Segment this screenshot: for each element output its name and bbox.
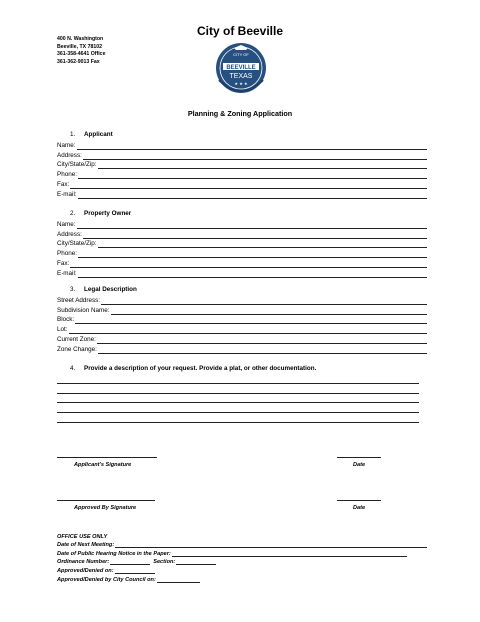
date-label: Date	[352, 462, 366, 468]
field-label: Address:	[57, 151, 82, 159]
ordinance-field[interactable]	[57, 557, 427, 566]
field-line[interactable]	[78, 250, 427, 258]
section-number: 3.	[70, 286, 76, 293]
field-label: Ordinance Number:	[57, 559, 110, 566]
field-label: City/State/Zip:	[57, 240, 97, 248]
field-line[interactable]	[83, 231, 427, 239]
section-title: Provide a description of your request. Provide a plat, or other documentation.	[84, 365, 317, 372]
field-line[interactable]	[78, 171, 427, 179]
description-line[interactable]	[57, 413, 419, 423]
svg-text:CITY OF: CITY OF	[233, 52, 249, 57]
section-number: 2.	[70, 210, 76, 217]
field-line[interactable]	[98, 240, 427, 248]
applicant-address-field[interactable]	[57, 150, 427, 160]
field-line[interactable]	[75, 316, 427, 324]
field-label: Fax:	[57, 180, 70, 188]
section-line[interactable]	[176, 558, 216, 565]
field-line[interactable]	[98, 346, 427, 354]
form-title: Planning & Zoning Application	[187, 109, 293, 118]
description-line[interactable]	[57, 374, 419, 384]
date-line[interactable]	[337, 457, 381, 458]
field-label: Name:	[57, 220, 76, 228]
field-label: Lot:	[57, 326, 68, 334]
field-label: Name:	[57, 141, 76, 149]
city-address-block	[57, 36, 105, 66]
applicant-date-block[interactable]	[337, 457, 381, 468]
applicant-fax-field[interactable]	[57, 179, 427, 189]
applicant-name-field[interactable]	[57, 140, 427, 150]
description-line[interactable]	[57, 403, 419, 413]
field-label: Address:	[57, 230, 82, 238]
field-line[interactable]	[70, 181, 427, 189]
field-label: E-mail:	[57, 190, 77, 198]
field-label: City/State/Zip:	[57, 161, 97, 169]
field-label: Street Address:	[57, 296, 101, 304]
field-label: Date of Public Hearing Notice in the Paper:	[57, 550, 171, 557]
field-label: Approved/Denied on:	[57, 567, 114, 574]
field-label: Approved/Denied by City Council on:	[57, 576, 156, 583]
section-title: Property Owner	[84, 210, 132, 217]
subdivision-name-field[interactable]	[57, 305, 427, 315]
address-city: Beeville, TX 78102	[57, 43, 102, 50]
section-heading	[57, 285, 427, 295]
approved-signature-label: Approved By Signature	[74, 505, 137, 511]
hearing-notice-field[interactable]	[57, 548, 427, 557]
owner-email-field[interactable]	[57, 268, 427, 278]
owner-phone-field[interactable]	[57, 248, 427, 258]
section-heading	[57, 209, 427, 219]
field-label: Block:	[57, 316, 75, 324]
signature-line[interactable]	[57, 500, 155, 501]
owner-fax-field[interactable]	[57, 258, 427, 268]
address-fax: 361-362-9013 Fax	[57, 58, 100, 65]
next-meeting-field[interactable]	[57, 540, 427, 549]
field-line[interactable]	[115, 541, 427, 548]
section-title: Applicant	[84, 131, 113, 138]
section-title: Legal Description	[84, 286, 137, 293]
approved-denied-field[interactable]	[57, 565, 427, 574]
field-line[interactable]	[77, 142, 427, 150]
city-title: City of Beeville	[196, 24, 284, 38]
approved-signature-block[interactable]	[57, 500, 155, 511]
svg-text:★ ★ ★: ★ ★ ★	[234, 81, 248, 86]
approved-date-block[interactable]	[337, 500, 381, 511]
field-line[interactable]	[115, 567, 155, 574]
section-label: Section:	[153, 559, 176, 566]
applicant-signature-block[interactable]	[57, 457, 157, 468]
section-number: 4.	[70, 365, 76, 372]
field-line[interactable]	[83, 152, 427, 160]
block-field[interactable]	[57, 315, 427, 325]
field-line[interactable]	[110, 558, 150, 565]
owner-city-field[interactable]	[57, 239, 427, 249]
svg-text:BEEVILLE: BEEVILLE	[226, 65, 256, 71]
owner-address-field[interactable]	[57, 229, 427, 239]
field-label: E-mail:	[57, 269, 77, 277]
field-line[interactable]	[111, 307, 428, 315]
section-number: 1.	[70, 131, 76, 138]
current-zone-field[interactable]	[57, 334, 427, 344]
lot-field[interactable]	[57, 324, 427, 334]
section-applicant	[57, 130, 427, 199]
section-legal-description	[57, 285, 427, 354]
field-line[interactable]	[98, 161, 427, 169]
office-use-section	[57, 531, 427, 583]
council-field[interactable]	[57, 574, 427, 583]
section-heading	[57, 364, 427, 374]
address-street: 400 N. Washington	[57, 36, 104, 42]
applicant-email-field[interactable]	[57, 189, 427, 199]
address-phone: 361-358-4641 Office	[57, 51, 106, 58]
field-line[interactable]	[97, 336, 427, 344]
field-line[interactable]	[78, 270, 427, 278]
applicant-phone-field[interactable]	[57, 169, 427, 179]
date-label: Date	[352, 505, 366, 511]
description-line[interactable]	[57, 384, 419, 394]
field-line[interactable]	[69, 326, 427, 334]
section-heading	[57, 130, 427, 140]
field-label: Current Zone:	[57, 335, 96, 343]
office-use-heading: OFFICE USE ONLY	[57, 533, 108, 540]
field-line[interactable]	[101, 297, 427, 305]
field-label: Subdivision Name:	[57, 306, 110, 314]
applicant-city-field[interactable]	[57, 160, 427, 170]
description-line[interactable]	[57, 394, 419, 404]
field-label: Fax:	[57, 259, 70, 267]
date-line[interactable]	[337, 500, 381, 501]
field-line[interactable]	[70, 260, 427, 268]
field-line[interactable]	[172, 550, 407, 557]
svg-text:TEXAS: TEXAS	[229, 73, 253, 80]
owner-name-field[interactable]	[57, 219, 427, 229]
field-label: Zone Change:	[57, 345, 97, 353]
field-label: Date of Next Meeting:	[57, 542, 115, 549]
field-label: Phone:	[57, 171, 77, 179]
applicant-signature-label: Applicant's Signature	[74, 462, 132, 468]
signature-line[interactable]	[57, 457, 157, 458]
field-line[interactable]	[78, 191, 427, 199]
section-property-owner	[57, 209, 427, 278]
section-request-description	[57, 364, 427, 423]
field-label: Phone:	[57, 250, 77, 258]
field-line[interactable]	[157, 576, 200, 583]
zone-change-field[interactable]	[57, 344, 427, 354]
street-address-field[interactable]	[57, 295, 427, 305]
city-seal-logo	[214, 40, 268, 100]
field-line[interactable]	[77, 221, 427, 229]
